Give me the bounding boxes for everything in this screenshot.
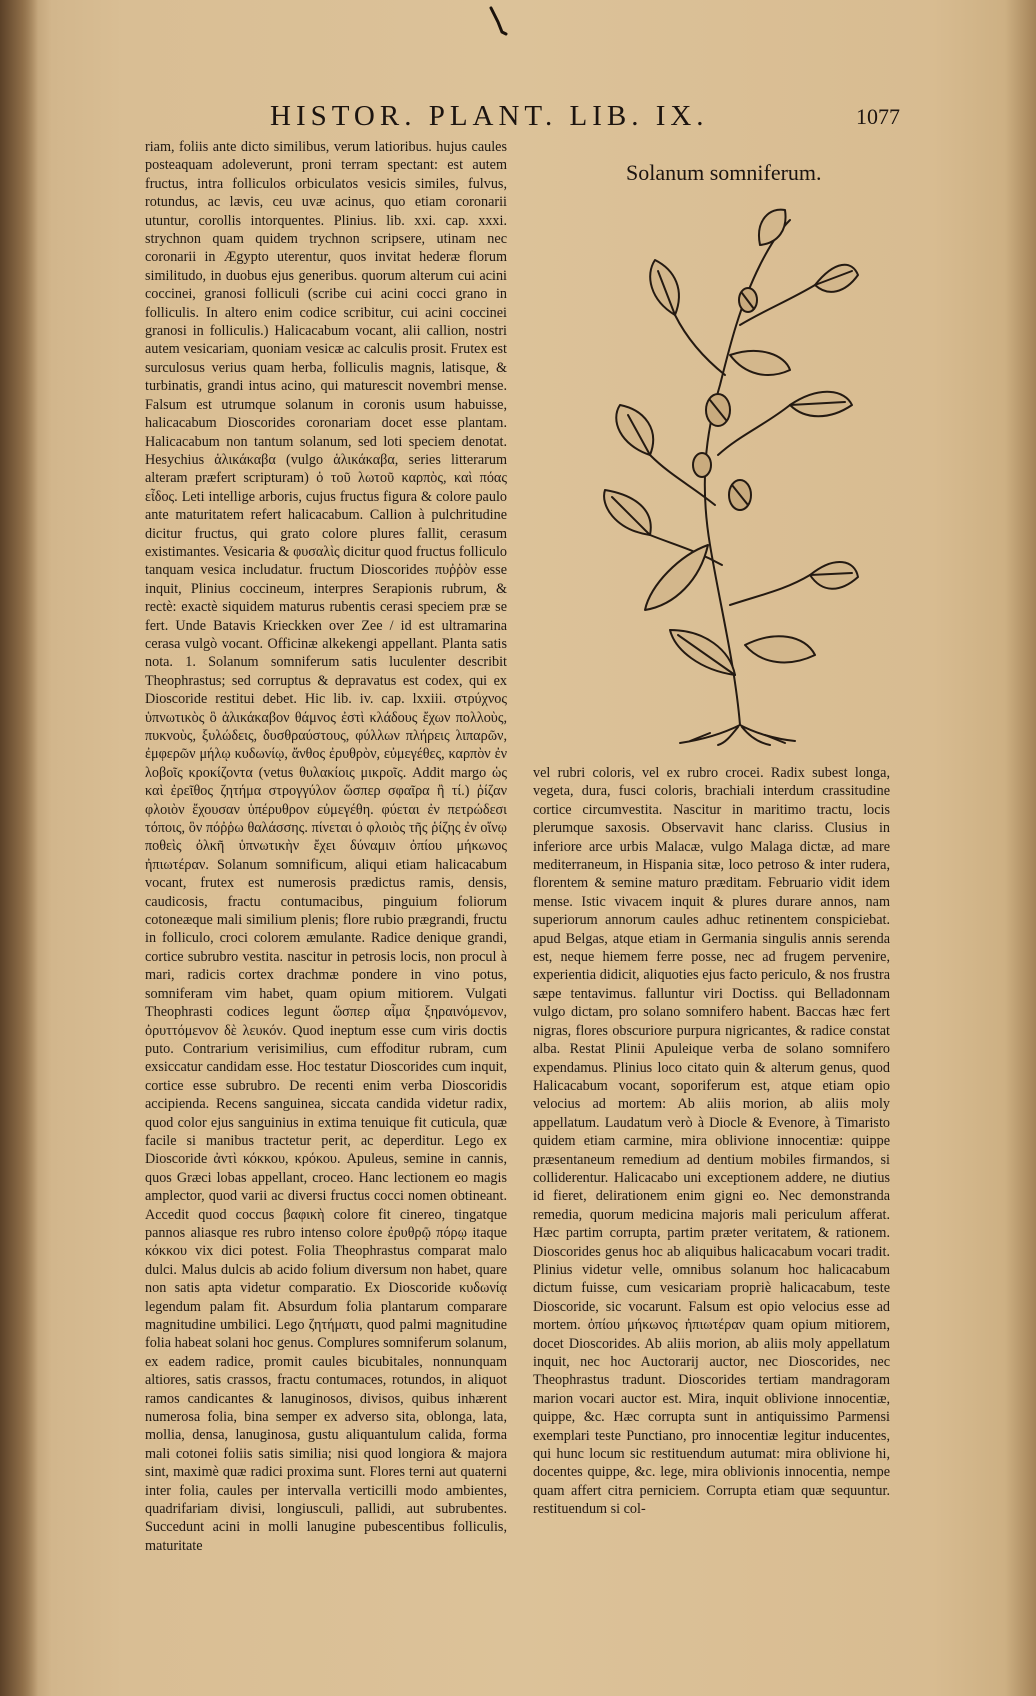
solanum-woodcut-image	[590, 205, 860, 745]
left-column-text: riam, foliis ante dicto similibus, verum latioribus. hujus caules posteaquam adoleverunt, proni terram spectant: est autem fructus, intra folliculos orbiculatos vesicis similes, fulvus, rotundus, ac lævis, ceu uvæ acinus, quo etiam coronarii utuntur, corollis intorquentes. Plinius. lib. xxi. cap. xxxi. strychnon quam quidem trychnon scripsere, utinam nec coronarii in Ægypto uterentur, quos invitat hederæ florum similitudo, in duobus ejus generibus. quorum alterum cui acini coccinei, granosi folliculi (scribe cui acini cocci grano in folliculis. In altero enim codice scribitur, cui acini coccinei granosi in folliculis.) Halicacabum vocant, alii callion, nostri autem vesicariam, quoniam vesicæ ac calculis prosit. Frutex est surculosus verius quam herba, folliculis magnis, latisque, & turbinatis, grandi intus acino, qui maturescit novembri mense. Falsum est utrumque solanum in coronis usum habuisse, halicacabum Dioscorides coronariam docet esse plantam. Halicacabum non tantum solanum, sed loti speciem denotat. Hesychius ἁλικάκαβα (vulgo ἁλικάκαβα, series litterarum alteram præfert scripturam) ὁ τοῦ λωτοῦ καρπὸς, καὶ πόας εἶδος. Leti intellige arboris, cujus fructus figura & colore paulo ante maturitatem refert halicacabum. Callion à pulchritudine dicitur fructus, qui grato colore plures fallit, cerasum existimantes. Vesicaria & φυσαλὶς dicitur quod fructus folliculo tanquam vesica includatur. fructum Dioscorides πυῤῥὸν esse inquit, Plinius coccineum, interpres Serapionis rubrum, & rectè: exactè siquidem maturus rubentis cerasi speciem præ se fert. Unde Batavis Krieckken over Zee / id est ultramarina cerasa vulgò vocant. Officinæ alkekengi appellant. Planta satis nota. 1. Solanum somniferum satis luculenter describit Theophrastus; sed corruptus & depravatus est codex, qui ex Dioscoride restitui debet. Hic lib. iv. cap. lxxiii. στρύχνος ὑπνωτικὸς ὃ ἁλικάκαβον θάμνος ἐστὶ κλάδους ἔχων πολλοὺς, πυκνοὺς, ξυλώδεις, δυσθραύστους, φύλλων πλήρεις λιπαρῶν, ἐμφερῶν μήλῳ κυδωνίῳ, ἄνθος ἐρυθρὸν, εὐμεγέθες, καρπὸν ἐν λοβοῖς κροκίζοντα (vetus θυλακίοις μικροῖς. Addit margo ὡς καὶ ἐρεῖθος ζητήμα στρογγύλον ὥσπερ σφαῖρα ἢ τί.) ῥίζαν φλοιὸν ἔχουσαν ὑπέρυθρον εὐμεγέθη. φύεται ἐν πετρώδεσι τόποις, ὃν πόῤῥω θαλάσσης. πίνεται ὁ φλοιὸς τῆς ῥίζης ἐν οἴνῳ ποθεὶς ὀλκῆ ὑπνωτικὴν ἔχει δύναμιν ὀπίου μήκωνος ἠπιωτέραν. Solanum somnificum, aliqui etiam halicacabum vocant, frutex est numerosis prædictus ramis, densis, caudicosis, fractu contumacibus, pinguium foliorum cotoneæque mali similium plenis; flore rubio prægrandi, fructu in folliculo, croci colorem æmulante. Radice denique grandi, cortice subrubro vestita. nascitur in petrosis locis, non procul à mari, radicis cortex drachmæ pondere in vino potus, somniferam vim habet, quam opium mitiorem. Vulgati Theophrasti codices legunt ὥσπερ αἷμα ξηραινόμενον, ὀρυττόμενον δὲ λευκόν. Quod ineptum esse cum viris doctis puto. Contrarium verisimilius, cum effoditur rubram, cum exsiccatur candidam esse. Hoc testatur Dioscorides cum inquit, cortice esse subrubro. De recenti enim verba Dioscoridis accipienda. Recens sanguinea, siccata candida videtur radix, quod color ejus sanguinius in extima tenuique fit cuticula, quæ facile si manibus tractetur perit, ac deperditur. Lego ex Dioscoride ἀντὶ κόκκου, κρόκου. Apuleus, semine in cannis, quos Græci lobas appellant, croceo. Hanc lectionem eo magis amplector, quod varii ac diversi fructus cocci nomen obtineant. Accedit quod coccus βαφικὴ colore fit cinereo, tingatque pannos aliasque res rubro intenso colore ἐρυθρῷ πόρῳ itaque κόκκου vix dici potest. Folia Theophrastus comparat malo dulci. Malus dulcis ab acido folium diversum non habet, quare non satis apta videtur comparatio. Ex Dioscoride κυδωνίᾳ legendum palam fit. Absurdum folia plantarum comparare magnitudine umbilici. Lego ζητήματι, quod palmi magnitudine folia habeat solani hoc genus. Complures somniferum solanum, ex eadem radice, promit caules bicubitales, nonnunquam altiores, satis crassos, fractu contumaces, rotundos, in aliquot ramos candicantes & lanuginosos, divisos, quibus inhærent numerosa folia, bina semper ex adverso sita, oblonga, lata, mollia, densa, lanuginosa, gustu aliquantulum calida, forma mali cotonei foliis satis similia; nisi quod longiora & majora sint, maximè quæ radici proxima sunt. Flores terni aut quaterni inter folia, caules per intervalla verticilli modo ambientes, quadrifariam divisi, longiusculi, pallidi, aut subrubentes. Succedunt acini in molli lanugine pubescentibus folliculis, maturitate	[145, 139, 507, 1554]
right-column-text: vel rubri coloris, vel ex rubro crocei. Radix subest longa, vegeta, dura, fusci coloris, brachiali interdum crassitudine cortice circumvestita. Nascitur in maritimo tractu, locis plerumque saxosis. Observavit hanc clariss. Clusius in inferiore arce urbis Malacæ, vulgo Malaga dictæ, ad mare mediterraneum, in Hispania sitæ, loco petroso & inter rudera, florentem & semine maturo præditam. Februario vidit idem mense. Istic vivacem inquit & plures durare annos, nam superiorum annorum caules adhuc retinentem conspiciebat. apud Belgas, atque etiam in Germania singulis annis serenda est, neque hiemem ferre posse, nec ad frugem pervenire, experientia didicit, aliquoties ejus facto periculo, & nos frustra sæpe tentavimus. falluntur viri Doctiss. qui Belladonnam vulgo dictam, pro solano somnifero habent. Baccas hæc fert nigras, flores obscuriore purpura nigricantes, & radice constat alba. Restat Plinii Apuleique verba de solano somnifero expendamus. Plinius loco citato quin & alterum genus, quod Halicacabum vocant, soporiferum est, atque etiam opio velocius ad mortem: Ab aliis morion, ab aliis moly appellatum. Laudatum verò à Diocle & Evenore, à Timaristo quidem etiam carmine, mira oblivione innocentiæ: quippe præsentaneum remedium ad dentium mobiles firmandos, si colliderentur. Halicacabo uni exceptionem addere, ne diutius id fieret, delirationem enim gigni eo. Nec demonstranda remedia, quorum medicina majoris mali periculum afferat. Hæc partim corrupta, partim præter veritatem, & rationem. Dioscorides genus hoc ab aliquibus halicacabum vocari tradit. Plinius videtur velle, omnibus solanum hoc halicacabum dictum fuisse, cum vesicariam propriè halicacabum, teste Dioscoride, sic vocarunt. Falsum est opio velocius esse ad mortem. ὀπίου μήκωνος ἠπιωτέραν quam opium mitiorem, docet Dioscorides. Ab aliis morion, ab aliis moly appellatum inquit, nec hoc Auctorarij auctor, nec Dioscorides, nec Theophrastus tradunt. Dioscorides tertiam mandragoram marion vocari auctor est. Mira, inquit oblivione innocentiæ, quippe, &c. Hæc corrupta sunt in antiquissimo Parmensi exemplari teste Punctiano, pro innocentiæ legitur inducentes, qui hunc locum sic restituendum autumat: mira oblivione hi, docentes quippe, &c. lege, mira oblivionis innocentia, nempe quam affert citra perniciem. Corrupta etiam quæ sequuntur. restituendum si col-	[533, 765, 890, 1518]
page-header	[270, 100, 900, 136]
book-spine-shadow	[0, 0, 38, 1696]
plant-illustration	[590, 205, 860, 745]
page-number: 1077	[856, 104, 900, 129]
right-text-column	[533, 764, 890, 1524]
ink-mark	[488, 6, 510, 36]
figure-caption: Solanum somniferum.	[626, 160, 822, 185]
running-title: HISTOR. PLANT. LIB. IX.	[270, 100, 709, 132]
left-text-column	[145, 138, 507, 1554]
